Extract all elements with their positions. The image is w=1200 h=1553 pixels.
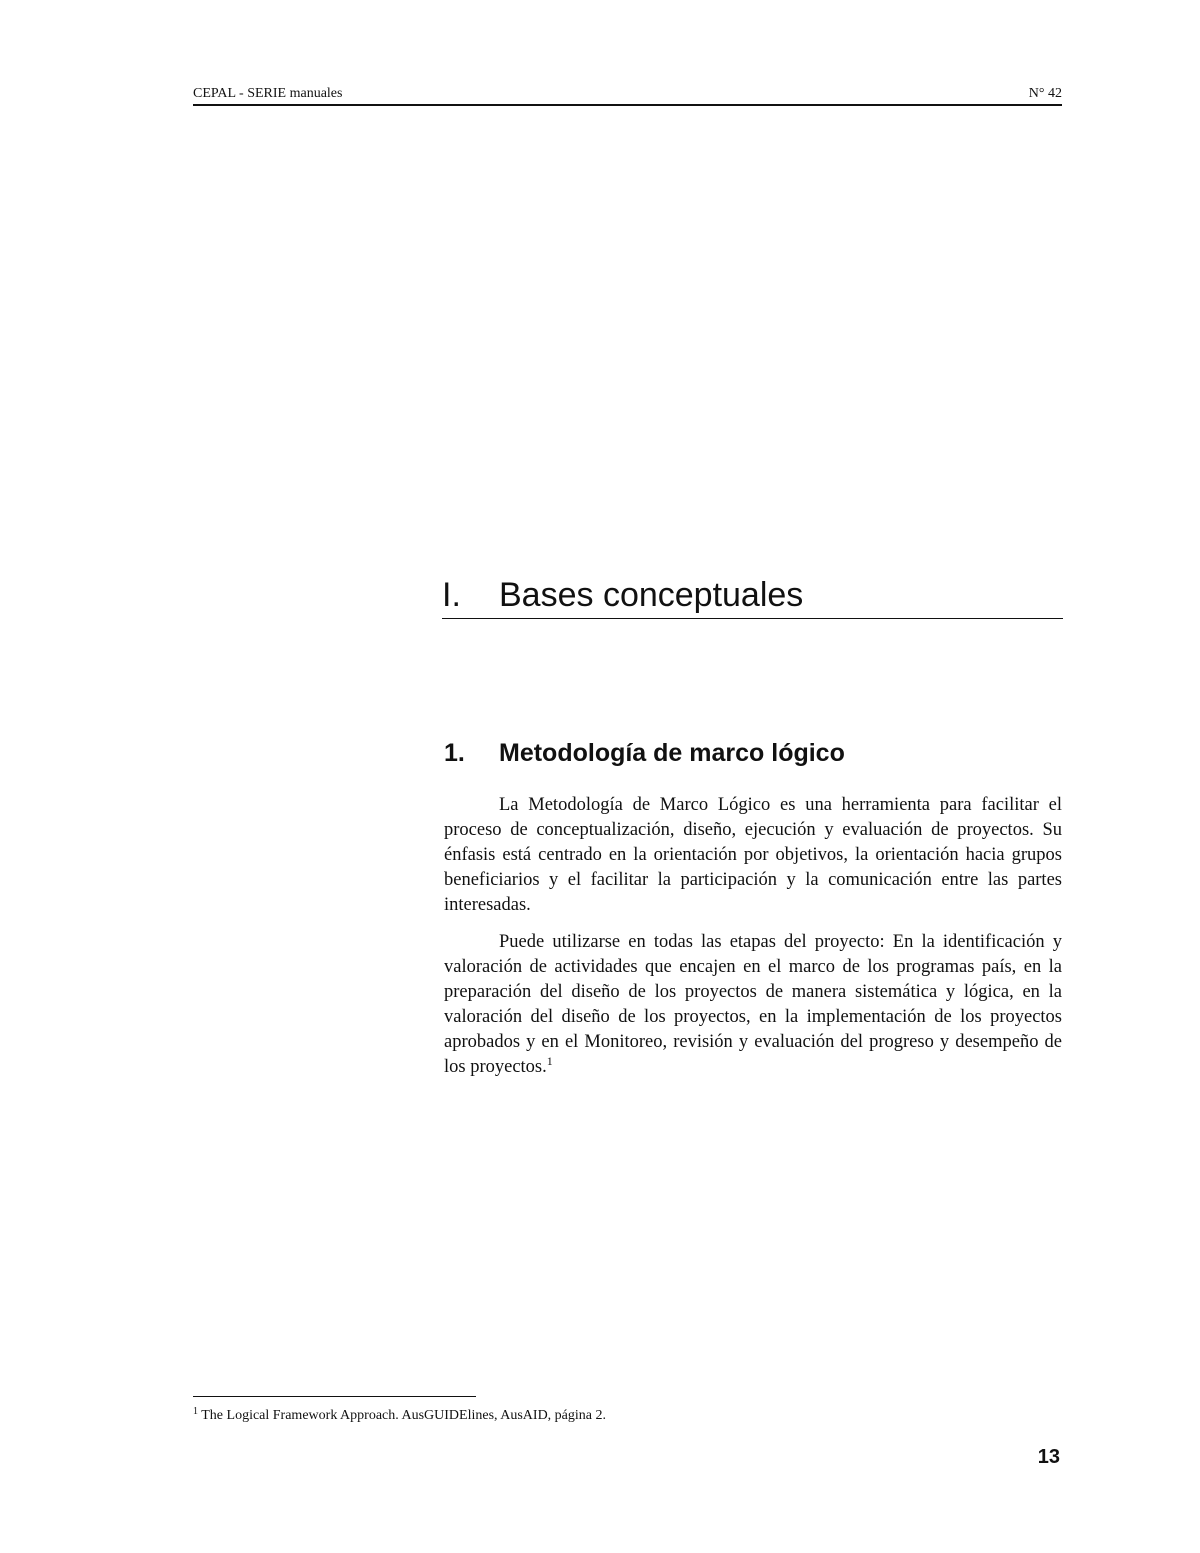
footnote-text: The Logical Framework Approach. AusGUIDElines, AusAID, página 2. <box>201 1408 606 1423</box>
section-number: 1. <box>444 739 465 767</box>
paragraph <box>444 930 1062 1080</box>
paragraph-text: Puede utilizarse en todas las etapas del proyecto: En la identificación y valoración de actividades que encajen en el marco de los programas país, en la preparación del diseño de los proyectos de manera sistemática y lógica, en la valoración del diseño de los proyectos, en la implementación de los proyectos aprobados y en el Monitoreo, revisión y evaluación del progreso y desempeño de los proyectos. <box>444 932 1062 1077</box>
body-text <box>444 793 1062 1092</box>
footnote <box>193 1406 1062 1426</box>
header-issue-number: N° 42 <box>1028 86 1062 101</box>
paragraph-text: La Metodología de Marco Lógico es una herramienta para facilitar el proceso de conceptualización, diseño, ejecución y evaluación de proyectos. Su énfasis está centrado en la orientación por objetivos, la orientación hacia grupos beneficiarios y el facilitar la participación y la comunicación entre las partes interesadas. <box>444 795 1062 915</box>
footnote-separator <box>193 1396 476 1397</box>
chapter-title: Bases conceptuales <box>499 576 804 614</box>
running-header <box>193 84 1062 106</box>
section-heading <box>444 736 1063 770</box>
paragraph <box>444 793 1062 918</box>
footnote-number: 1 <box>193 1406 198 1417</box>
header-series-title: CEPAL - SERIE manuales <box>193 86 343 101</box>
section-title: Metodología de marco lógico <box>499 739 845 767</box>
footnote-reference[interactable]: 1 <box>546 1054 553 1068</box>
chapter-number: I. <box>442 576 461 614</box>
chapter-heading <box>442 572 1063 619</box>
page-number: 13 <box>1037 1446 1060 1468</box>
